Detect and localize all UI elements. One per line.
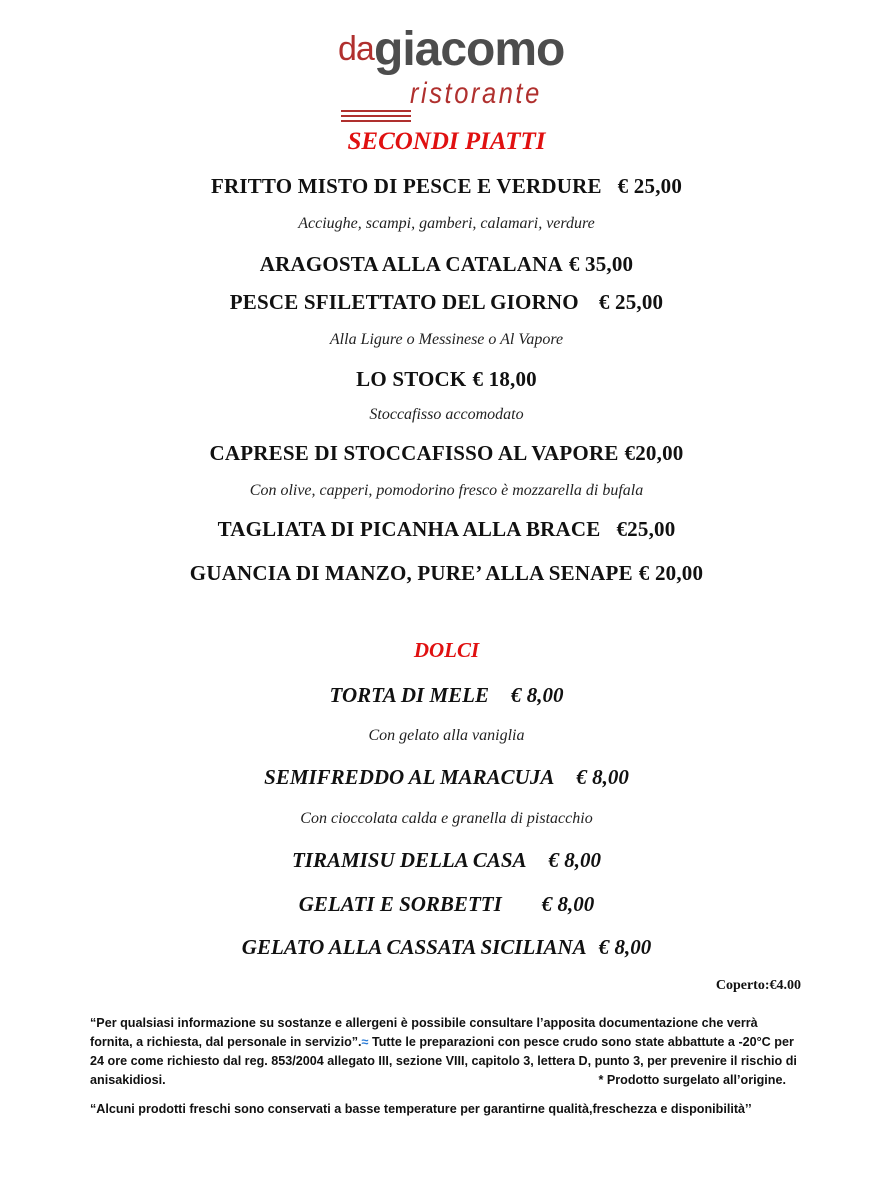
logo-da: da bbox=[338, 30, 374, 68]
dish-description: Alla Ligure o Messinese o Al Vapore bbox=[329, 331, 564, 348]
dish-price: € 25,00 bbox=[598, 290, 664, 314]
logo-name: giacomo bbox=[374, 23, 565, 76]
dish-description: Con olive, capperi, pomodorino fresco è mozzarella di bufala bbox=[249, 482, 644, 499]
dish-price: €20,00 bbox=[624, 441, 684, 465]
dessert-price: € 8,00 bbox=[548, 848, 602, 872]
dessert-item bbox=[0, 892, 893, 917]
dish-item bbox=[0, 367, 893, 392]
dish-price: € 18,00 bbox=[472, 367, 537, 391]
dessert-item bbox=[0, 765, 893, 790]
dish-price: €25,00 bbox=[616, 517, 676, 541]
dish-name: GUANCIA DI MANZO, PURE’ ALLA SENAPE bbox=[189, 561, 633, 585]
section-title-secondi: SECONDI PIATTI bbox=[347, 128, 546, 155]
dish-item bbox=[0, 441, 893, 466]
allergen-notice bbox=[90, 1014, 802, 1090]
dish-name: TAGLIATA DI PICANHA ALLA BRACE bbox=[217, 517, 601, 541]
logo-decorative-lines bbox=[341, 110, 411, 124]
dessert-name: GELATO ALLA CASSATA SICILIANA bbox=[241, 935, 587, 959]
dish-name: FRITTO MISTO DI PESCE E VERDURE bbox=[210, 174, 602, 198]
dish-price: € 35,00 bbox=[568, 252, 634, 276]
dessert-item bbox=[0, 848, 893, 873]
dessert-name: SEMIFREDDO AL MARACUJA bbox=[264, 765, 555, 789]
allergen-text: “Per qualsiasi informazione su sostanze e allergeni è possibile consultare l’apposita documentazione che verrà fornita, a richiesta, dal personale in servizio”. bbox=[90, 1016, 758, 1049]
section-title-dolci: DOLCI bbox=[413, 638, 480, 662]
dish-name: PESCE SFILETTATO DEL GIORNO bbox=[229, 290, 579, 314]
dessert-name: GELATI E SORBETTI bbox=[298, 892, 502, 916]
coperto-charge: Coperto:€4.00 bbox=[715, 978, 801, 993]
dish-item bbox=[0, 517, 893, 542]
raw-fish-text: Tutte le preparazioni con pesce crudo sono state abbattute a -20°C per 24 ore come richiesto dal reg. 853/2004 allegato III, sezione VIII, capitolo 3, lettera D, punto 3, per prevenire il rischio di anisakidiosi. bbox=[90, 1035, 797, 1087]
restaurant-logo bbox=[338, 22, 568, 112]
fresh-products-notice: “Alcuni prodotti freschi sono conservati a basse temperature per garantirne qualità,freschezza e disponibilità’’ bbox=[90, 1102, 752, 1116]
dish-item bbox=[0, 252, 893, 277]
dish-name: CAPRESE DI STOCCAFISSO AL VAPORE bbox=[209, 441, 619, 465]
dessert-name: TIRAMISU DELLA CASA bbox=[291, 848, 527, 872]
dessert-description: Con gelato alla vaniglia bbox=[368, 727, 525, 744]
dish-description: Acciughe, scampi, gamberi, calamari, verdure bbox=[298, 215, 595, 232]
dish-item bbox=[0, 561, 893, 586]
dish-description: Stoccafisso accomodato bbox=[369, 406, 524, 423]
approx-symbol: ≈ bbox=[361, 1035, 369, 1049]
dessert-name: TORTA DI MELE bbox=[329, 683, 489, 707]
dish-price: € 25,00 bbox=[617, 174, 683, 198]
dish-price: € 20,00 bbox=[638, 561, 704, 585]
dessert-price: € 8,00 bbox=[541, 892, 595, 916]
dish-item bbox=[0, 174, 893, 199]
dessert-price: € 8,00 bbox=[511, 683, 564, 707]
dish-item bbox=[0, 290, 893, 315]
frozen-product-note: * Prodotto surgelato all’origine. bbox=[598, 1073, 786, 1087]
dish-name: LO STOCK bbox=[356, 367, 467, 391]
dessert-description: Con cioccolata calda e granella di pistacchio bbox=[300, 810, 593, 827]
logo-subtitle: ristorante bbox=[410, 77, 542, 110]
dessert-item bbox=[0, 683, 893, 708]
dessert-price: € 8,00 bbox=[598, 935, 652, 959]
dessert-item bbox=[0, 935, 893, 960]
dessert-price: € 8,00 bbox=[576, 765, 629, 789]
dish-name: ARAGOSTA ALLA CATALANA bbox=[259, 252, 563, 276]
